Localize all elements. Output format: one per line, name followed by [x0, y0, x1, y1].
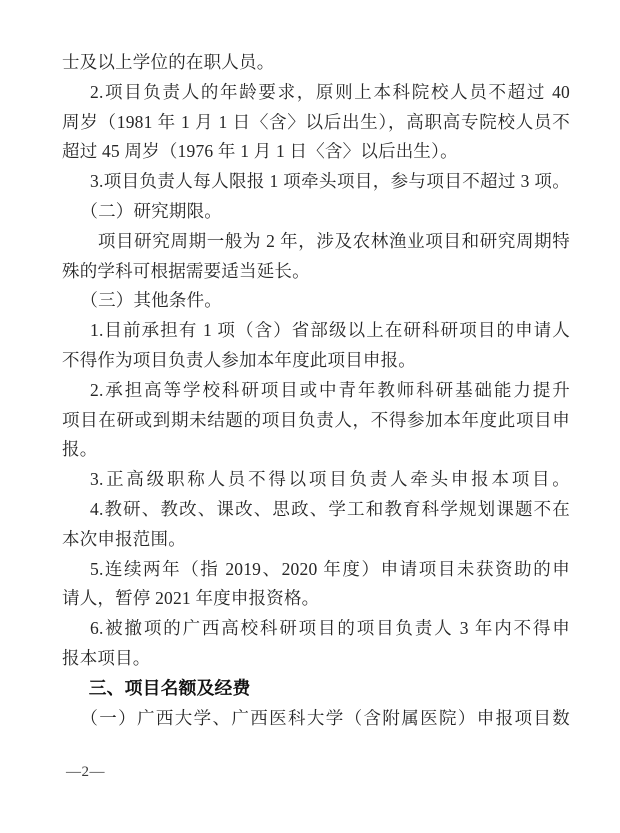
- subsection-label: （三）其他条件。: [80, 290, 222, 311]
- text-line: 士及以上学位的在职人员。: [62, 52, 275, 72]
- text-line: （一）广西大学、广西医科大学（含附属医院）申报项目数: [80, 707, 570, 728]
- text-line: 本次申报范围。: [62, 528, 186, 549]
- text-line: 项目研究周期一般为 2 年，涉及农林渔业项目和研究周期特: [97, 230, 570, 251]
- text-line: 2.项目负责人的年龄要求，原则上本科院校人员不超过 40: [90, 81, 570, 102]
- text-line: 报本项目。: [62, 647, 151, 668]
- text-line: 3.正高级职称人员不得以项目负责人牵头申报本项目。: [90, 469, 570, 490]
- text-line: 2.承担高等学校科研项目或中青年教师科研基础能力提升: [90, 379, 570, 400]
- text-line: 项目在研或到期未结题的项目负责人，不得参加本年度此项目申: [62, 409, 570, 430]
- text-line: 5.连续两年（指 2019、2020 年度）申请项目未获资助的申: [90, 558, 570, 579]
- section-heading: 三、项目名额及经费: [88, 677, 251, 698]
- text-line: 超过 45 周岁（1976 年 1 月 1 日〈含〉以后出生）。: [62, 141, 458, 162]
- subsection-label: （二）研究期限。: [80, 200, 222, 221]
- text-line: 周岁（1981 年 1 月 1 日〈含〉以后出生），高职高专院校人员不: [62, 111, 570, 132]
- text-line: 请人，暂停 2021 年度申报资格。: [62, 588, 320, 609]
- text-line: 不得作为项目负责人参加本年度此项目申报。: [62, 349, 416, 370]
- text-line: 报。: [62, 439, 98, 460]
- document-body: [62, 48, 570, 733]
- text-line: 6.被撤项的广西高校科研项目的项目负责人 3 年内不得申: [90, 618, 570, 639]
- text-line: 殊的学科可根据需要适当延长。: [62, 260, 310, 281]
- page-number: —2—: [66, 764, 105, 780]
- text-line: 1.目前承担有 1 项（含）省部级以上在研科研项目的申请人: [90, 320, 570, 341]
- text-line: 4.教研、教改、课改、思政、学工和教育科学规划课题不在: [90, 498, 570, 519]
- text-line: 3.项目负责人每人限报 1 项牵头项目，参与项目不超过 3 项。: [90, 171, 570, 192]
